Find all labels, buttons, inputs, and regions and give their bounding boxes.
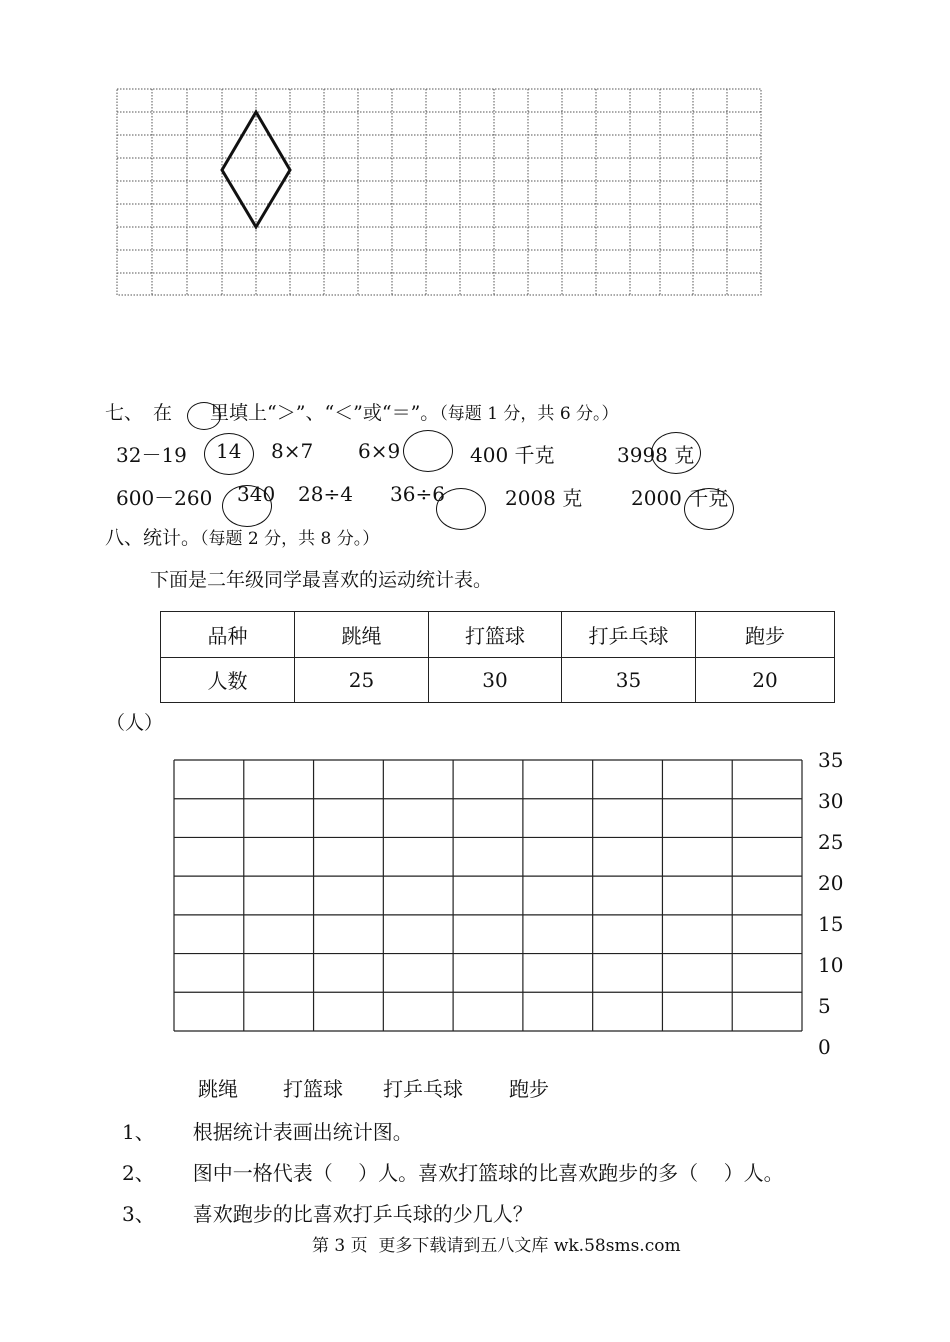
question-1: [122, 1116, 413, 1145]
section7-score: （每题 1 分，共 6 分。）: [439, 404, 619, 424]
x-category-label: 跳绳: [198, 1077, 238, 1101]
page-footer: 第 3 页 更多下载请到五八文库 wk.58sms.com: [312, 1236, 681, 1256]
section7-number: 七、: [105, 402, 144, 424]
table-cell: 35: [562, 657, 696, 703]
compare-item-3-left: 400 千克: [470, 443, 555, 467]
question-text: 喜欢跑步的比喜欢打乒乓球的少几人？: [192, 1202, 533, 1226]
x-category-label: 打篮球: [283, 1077, 343, 1101]
compare-item-2-right: 6×9: [358, 439, 401, 463]
table-cell: 跳绳: [295, 612, 429, 658]
x-category-label: 打乒乓球: [383, 1077, 463, 1101]
table-cell: 20: [696, 657, 835, 703]
y-tick-label: 15: [818, 912, 844, 936]
y-tick-label: 10: [818, 953, 844, 977]
compare-item-3-right: 3998 克: [617, 443, 695, 467]
compare-item-6-right: 2000 千克: [631, 486, 729, 510]
table-cell: 跑步: [696, 612, 835, 658]
compare-item-1-left: 32－19: [116, 443, 187, 467]
table-cell: 30: [429, 657, 562, 703]
y-tick-label: 5: [818, 994, 831, 1018]
question-3: [122, 1198, 533, 1227]
table-cell: 打篮球: [429, 612, 562, 658]
x-category-label: 跑步: [509, 1077, 549, 1101]
compare-item-6-left: 2008 克: [505, 486, 583, 510]
question-text: 根据统计表画出统计图。: [192, 1120, 413, 1144]
compare-item-4-left: 600－260: [116, 486, 213, 510]
compare-item-2-left: 8×7: [271, 439, 314, 463]
compare-item-4-right: 340: [237, 482, 276, 506]
section7-instruction: 里填上“＞”、“＜”或“＝”。: [210, 402, 440, 424]
question-text: 图中一格代表（ ）人。喜欢打篮球的比喜欢跑步的多（ ）人。: [192, 1161, 784, 1185]
section8-score: （每题 2 分，共 8 分。）: [200, 529, 380, 549]
y-tick-label: 20: [818, 871, 844, 895]
y-tick-label: 35: [818, 748, 844, 772]
y-tick-label: 30: [818, 789, 844, 813]
question-number: 1、: [122, 1120, 155, 1144]
compare-item-5-left: 28÷4: [298, 482, 353, 506]
chart-y-label: （人）: [106, 712, 164, 734]
compare-item-5-right: 36÷6: [390, 482, 445, 506]
question-number: 2、: [122, 1161, 155, 1185]
y-tick-label: 25: [818, 830, 844, 854]
section8-title: 八、统计。: [105, 527, 201, 549]
table-cell: 25: [295, 657, 429, 703]
section7-prefix: 在: [153, 402, 173, 424]
question-2: [122, 1157, 784, 1186]
question-number: 3、: [122, 1202, 155, 1226]
section8-intro: 下面是二年级同学最喜欢的运动统计表。: [150, 569, 493, 591]
table-cell: 人数: [161, 657, 295, 703]
y-tick-label: 0: [818, 1035, 831, 1059]
table-cell: 打乒乓球: [562, 612, 696, 658]
table-cell: 品种: [161, 612, 295, 658]
compare-item-1-right: 14: [216, 439, 242, 463]
